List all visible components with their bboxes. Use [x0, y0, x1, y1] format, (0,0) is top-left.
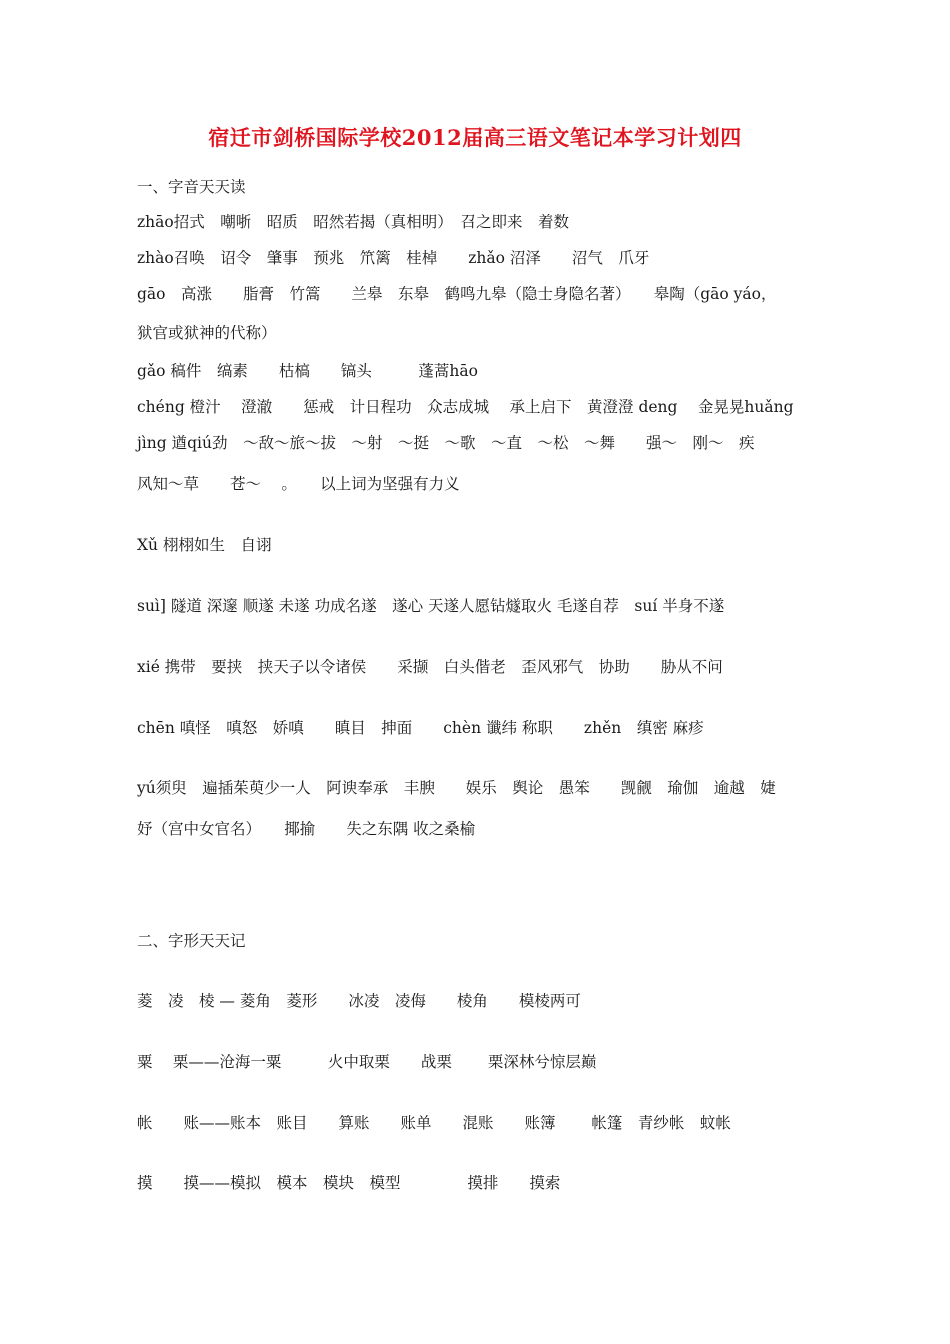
pronunciation-line: xié 携带 要挟 挟天子以令诸侯 采撷 白头偕老 歪风邪气 协助 胁从不问 — [137, 658, 723, 676]
pronunciation-line: gǎo 稿件 缟素 枯槁 镐头 蓬蒿hāo — [137, 362, 478, 380]
pronunciation-line: 风知～草 苍～ 。 以上词为坚强有力义 — [137, 475, 460, 493]
pronunciation-line: jìng 遒qiú劲 ～敌～旅～拔 ～射 ～挺 ～歌 ～直 ～松 ～舞 强～ 刚～ 疾 — [137, 434, 755, 452]
document-title: 宿迁市剑桥国际学校2012届高三语文笔记本学习计划四 — [208, 125, 742, 150]
pronunciation-line: gāo 高涨 脂膏 竹篙 兰皋 东皋 鹤鸣九皋（隐士身隐名著） 皋陶（gāo yáo， — [137, 285, 777, 303]
pronunciation-line: 妤（宫中女官名） 揶揄 失之东隅 收之桑榆 — [137, 820, 476, 838]
pronunciation-line: yú须臾 遍插茱萸少一人 阿谀奉承 丰腴 娱乐 舆论 愚笨 觊觎 瑜伽 逾越 婕 — [137, 779, 776, 797]
character-line: 帐 账——账本 账目 算账 账单 混账 账簿 帐篷 青纱帐 蚊帐 — [137, 1114, 731, 1132]
pronunciation-line: 狱官或狱神的代称） — [137, 324, 277, 342]
character-line: 粟 栗——沧海一粟 火中取栗 战栗 栗深林兮惊层巅 — [137, 1053, 597, 1071]
pronunciation-line: zhào召唤 诏令 肇事 预兆 笊篱 桂棹 zhǎo 沼泽 沼气 爪牙 — [137, 249, 650, 267]
pronunciation-line: chēn 嗔怪 嗔怒 娇嗔 瞋目 抻面 chèn 谶纬 称职 zhěn 缜密 麻疹 — [137, 719, 704, 737]
section-heading-characters: 二、字形天天记 — [137, 932, 246, 950]
pronunciation-line: Xǔ 栩栩如生 自诩 — [137, 536, 272, 554]
character-line: 摸 摸——模拟 模本 模块 模型 摸排 摸索 — [137, 1174, 561, 1192]
pronunciation-line: suì] 隧道 深邃 顺遂 未遂 功成名遂 遂心 天遂人愿钻燧取火 毛遂自荐 suí 半身不遂 — [137, 597, 725, 615]
pronunciation-line: chéng 橙汁 澄澈 惩戒 计日程功 众志成城 承上启下 黄澄澄 deng 金晃晃huǎng — [137, 398, 794, 416]
section-heading-pronunciation: 一、字音天天读 — [137, 178, 246, 196]
character-line: 菱 凌 棱 — 菱角 菱形 冰凌 凌侮 棱角 模棱两可 — [137, 992, 581, 1010]
pronunciation-line: zhāo招式 嘲哳 昭质 昭然若揭（真相明） 召之即来 着数 — [137, 213, 569, 231]
